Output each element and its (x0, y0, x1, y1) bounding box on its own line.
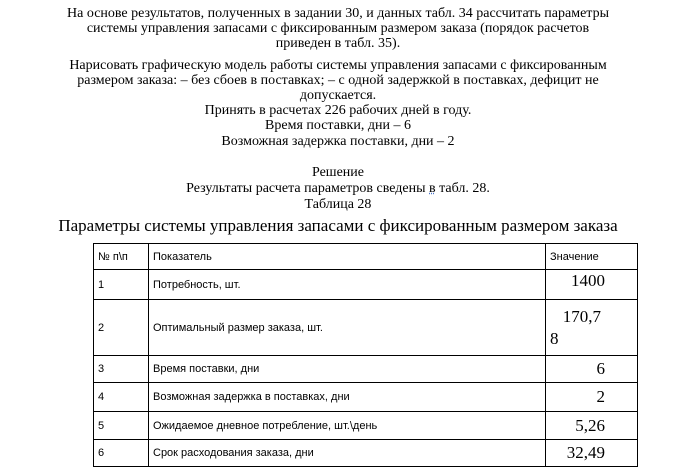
row-value: 32,49 (546, 440, 638, 467)
row-value-line-2: 8 (550, 328, 559, 348)
header-number: № п\п (94, 244, 149, 270)
solution-note-link: в (429, 181, 436, 196)
row-value: 6 (546, 356, 638, 383)
delay-line: Возможная задержка поставки, дни – 2 (221, 134, 455, 149)
table-row (94, 383, 638, 412)
table-row (94, 440, 638, 467)
row-value (546, 300, 638, 356)
solution-note-start: Результаты расчета параметров сведены (186, 181, 430, 196)
row-number: 3 (94, 356, 149, 383)
solution-heading: Решение (311, 165, 364, 180)
row-number: 5 (94, 412, 149, 440)
table-row (94, 356, 638, 383)
row-value: 1400 (546, 270, 638, 300)
header-value: Значение (546, 244, 638, 270)
solution-note-end: табл. 28. (435, 181, 490, 196)
solution-note (0, 181, 676, 196)
row-value: 5,26 (546, 412, 638, 440)
table-label: Таблица 28 (304, 197, 372, 212)
parameters-table (93, 243, 638, 467)
row-indicator: Потребность, шт. (149, 270, 546, 300)
working-days-line: Принять в расчетах 226 рабочих дней в году. (204, 103, 472, 118)
row-number: 6 (94, 440, 149, 467)
task-paragraph-1: На основе результатов, полученных в задании 30, и данных табл. 34 рассчитать параметры системы управления запасами с фиксированным размером заказа (порядок расчетов приведен в табл. 35). (67, 6, 609, 51)
table-row (94, 300, 638, 356)
task-paragraph-2: Нарисовать графическую модель работы системы управления запасами с фиксированным размером заказа: – без сбоев в поставках; – с одной задержкой в поставках, дефицит не допускается. (69, 58, 607, 103)
row-indicator: Время поставки, дни (149, 356, 546, 383)
row-value-line-1: 170,7 (562, 306, 601, 326)
row-indicator: Срок расходования заказа, дни (149, 440, 546, 467)
row-number: 1 (94, 270, 149, 300)
row-number: 4 (94, 383, 149, 412)
table-row (94, 270, 638, 300)
table-header-row (94, 244, 638, 270)
row-indicator: Оптимальный размер заказа, шт. (149, 300, 546, 356)
table-title: Параметры системы управления запасами с фиксированным размером заказа (58, 216, 618, 235)
header-indicator: Показатель (149, 244, 546, 270)
row-indicator: Ожидаемое дневное потребление, шт.\день (149, 412, 546, 440)
row-value: 2 (546, 383, 638, 412)
row-number: 2 (94, 300, 149, 356)
row-indicator: Возможная задержка в поставках, дни (149, 383, 546, 412)
table-row (94, 412, 638, 440)
lead-time-line: Время поставки, дни – 6 (265, 118, 411, 133)
